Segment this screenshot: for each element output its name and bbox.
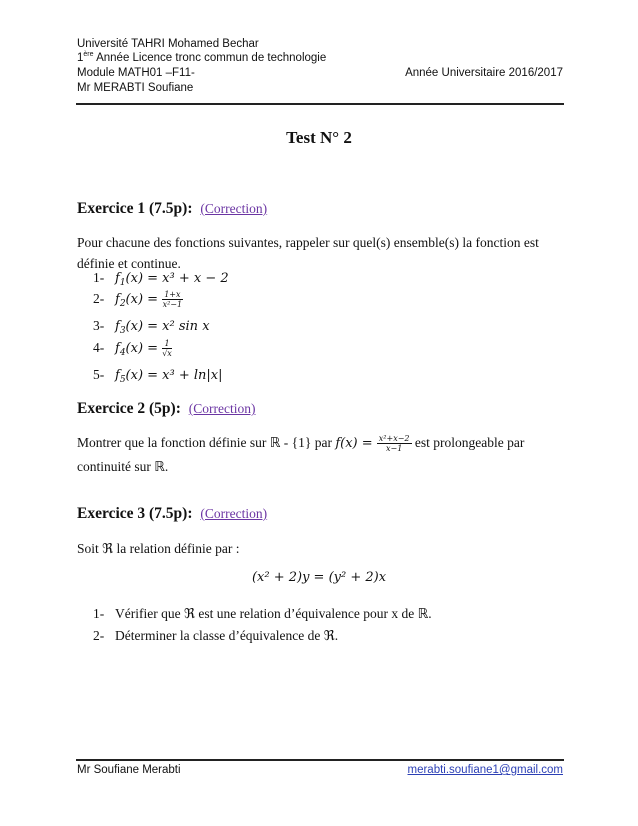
question-item: 1- Vérifier que ℜ est une relation d’équivalence pour x de ℝ. — [93, 606, 432, 621]
module-name: Module MATH01 –F11- — [77, 67, 195, 79]
function-item: 4- $f_4(x)$ = $\frac{1}{√x}$ — [93, 339, 172, 358]
academic-year: Année Universitaire 2016/2017 — [405, 67, 563, 79]
question-item: 2- Déterminer la classe d’équivalence de ℜ. — [93, 628, 339, 643]
exercise-1-statement: Pour chacune des fonctions suivantes, rappeler sur quel(s) ensemble(s) la fonction est définie et continue. — [77, 235, 539, 271]
exercise-2-correction-link[interactable]: (Correction) — [188, 401, 256, 416]
footer-author: Mr Soufiane Merabti — [77, 764, 181, 776]
footer-email-link[interactable]: merabti.soufiane1@gmail.com — [407, 764, 563, 776]
fraction: $\frac{1}{√x}$ — [162, 339, 172, 358]
function-item: 3- $f_3(x) = x^2$ sin x — [93, 318, 210, 336]
year-level: 1ère Année Licence tronc commun de technologie — [77, 51, 327, 64]
exercise-3-heading: Exercice 3 (7.5p): (Correction) — [77, 505, 268, 522]
relation-equation: (x² + 2)y = (y² + 2)x — [251, 570, 387, 585]
exercise-2-heading: Exercice 2 (5p): (Correction) — [77, 400, 256, 417]
footer-divider — [76, 759, 564, 761]
teacher-name: Mr MERABTI Soufiane — [77, 82, 194, 94]
exercise-3-correction-link[interactable]: (Correction) — [200, 506, 268, 521]
exercise-2-statement: Montrer que la fonction définie sur ℝ - {1} par f(x) = $\frac{\text{x²+x−2}}{x-1}$ est prolongeable par — [77, 434, 525, 454]
exercise-1-correction-link[interactable]: (Correction) — [200, 201, 268, 216]
university-name: Université TAHRI Mohamed Bechar — [77, 38, 259, 50]
function-item: 2- $f_2(x)$ = $\frac{1+x}{\text{x²−1}}$ — [93, 290, 183, 309]
fraction: $\frac{1+x}{\text{x²−1}}$ — [162, 290, 183, 309]
exercise-3-intro: Soit ℜ la relation définie par : — [77, 541, 240, 556]
function-item: 1- $f_1(x) = x^3 + x - 2$ — [93, 270, 229, 288]
fraction: $\frac{\text{x²+x−2}}{x-1}$ — [378, 434, 410, 454]
function-item: 5- $f_5(x) = x^3 + \ln|x|$ — [93, 367, 223, 385]
test-title: Test N° 2 — [286, 128, 352, 147]
exercise-1-heading: Exercice 1 (7.5p): (Correction) — [77, 200, 268, 217]
header-divider — [76, 103, 564, 105]
exercise-2-statement-continued: continuité sur ℝ. — [77, 459, 169, 474]
